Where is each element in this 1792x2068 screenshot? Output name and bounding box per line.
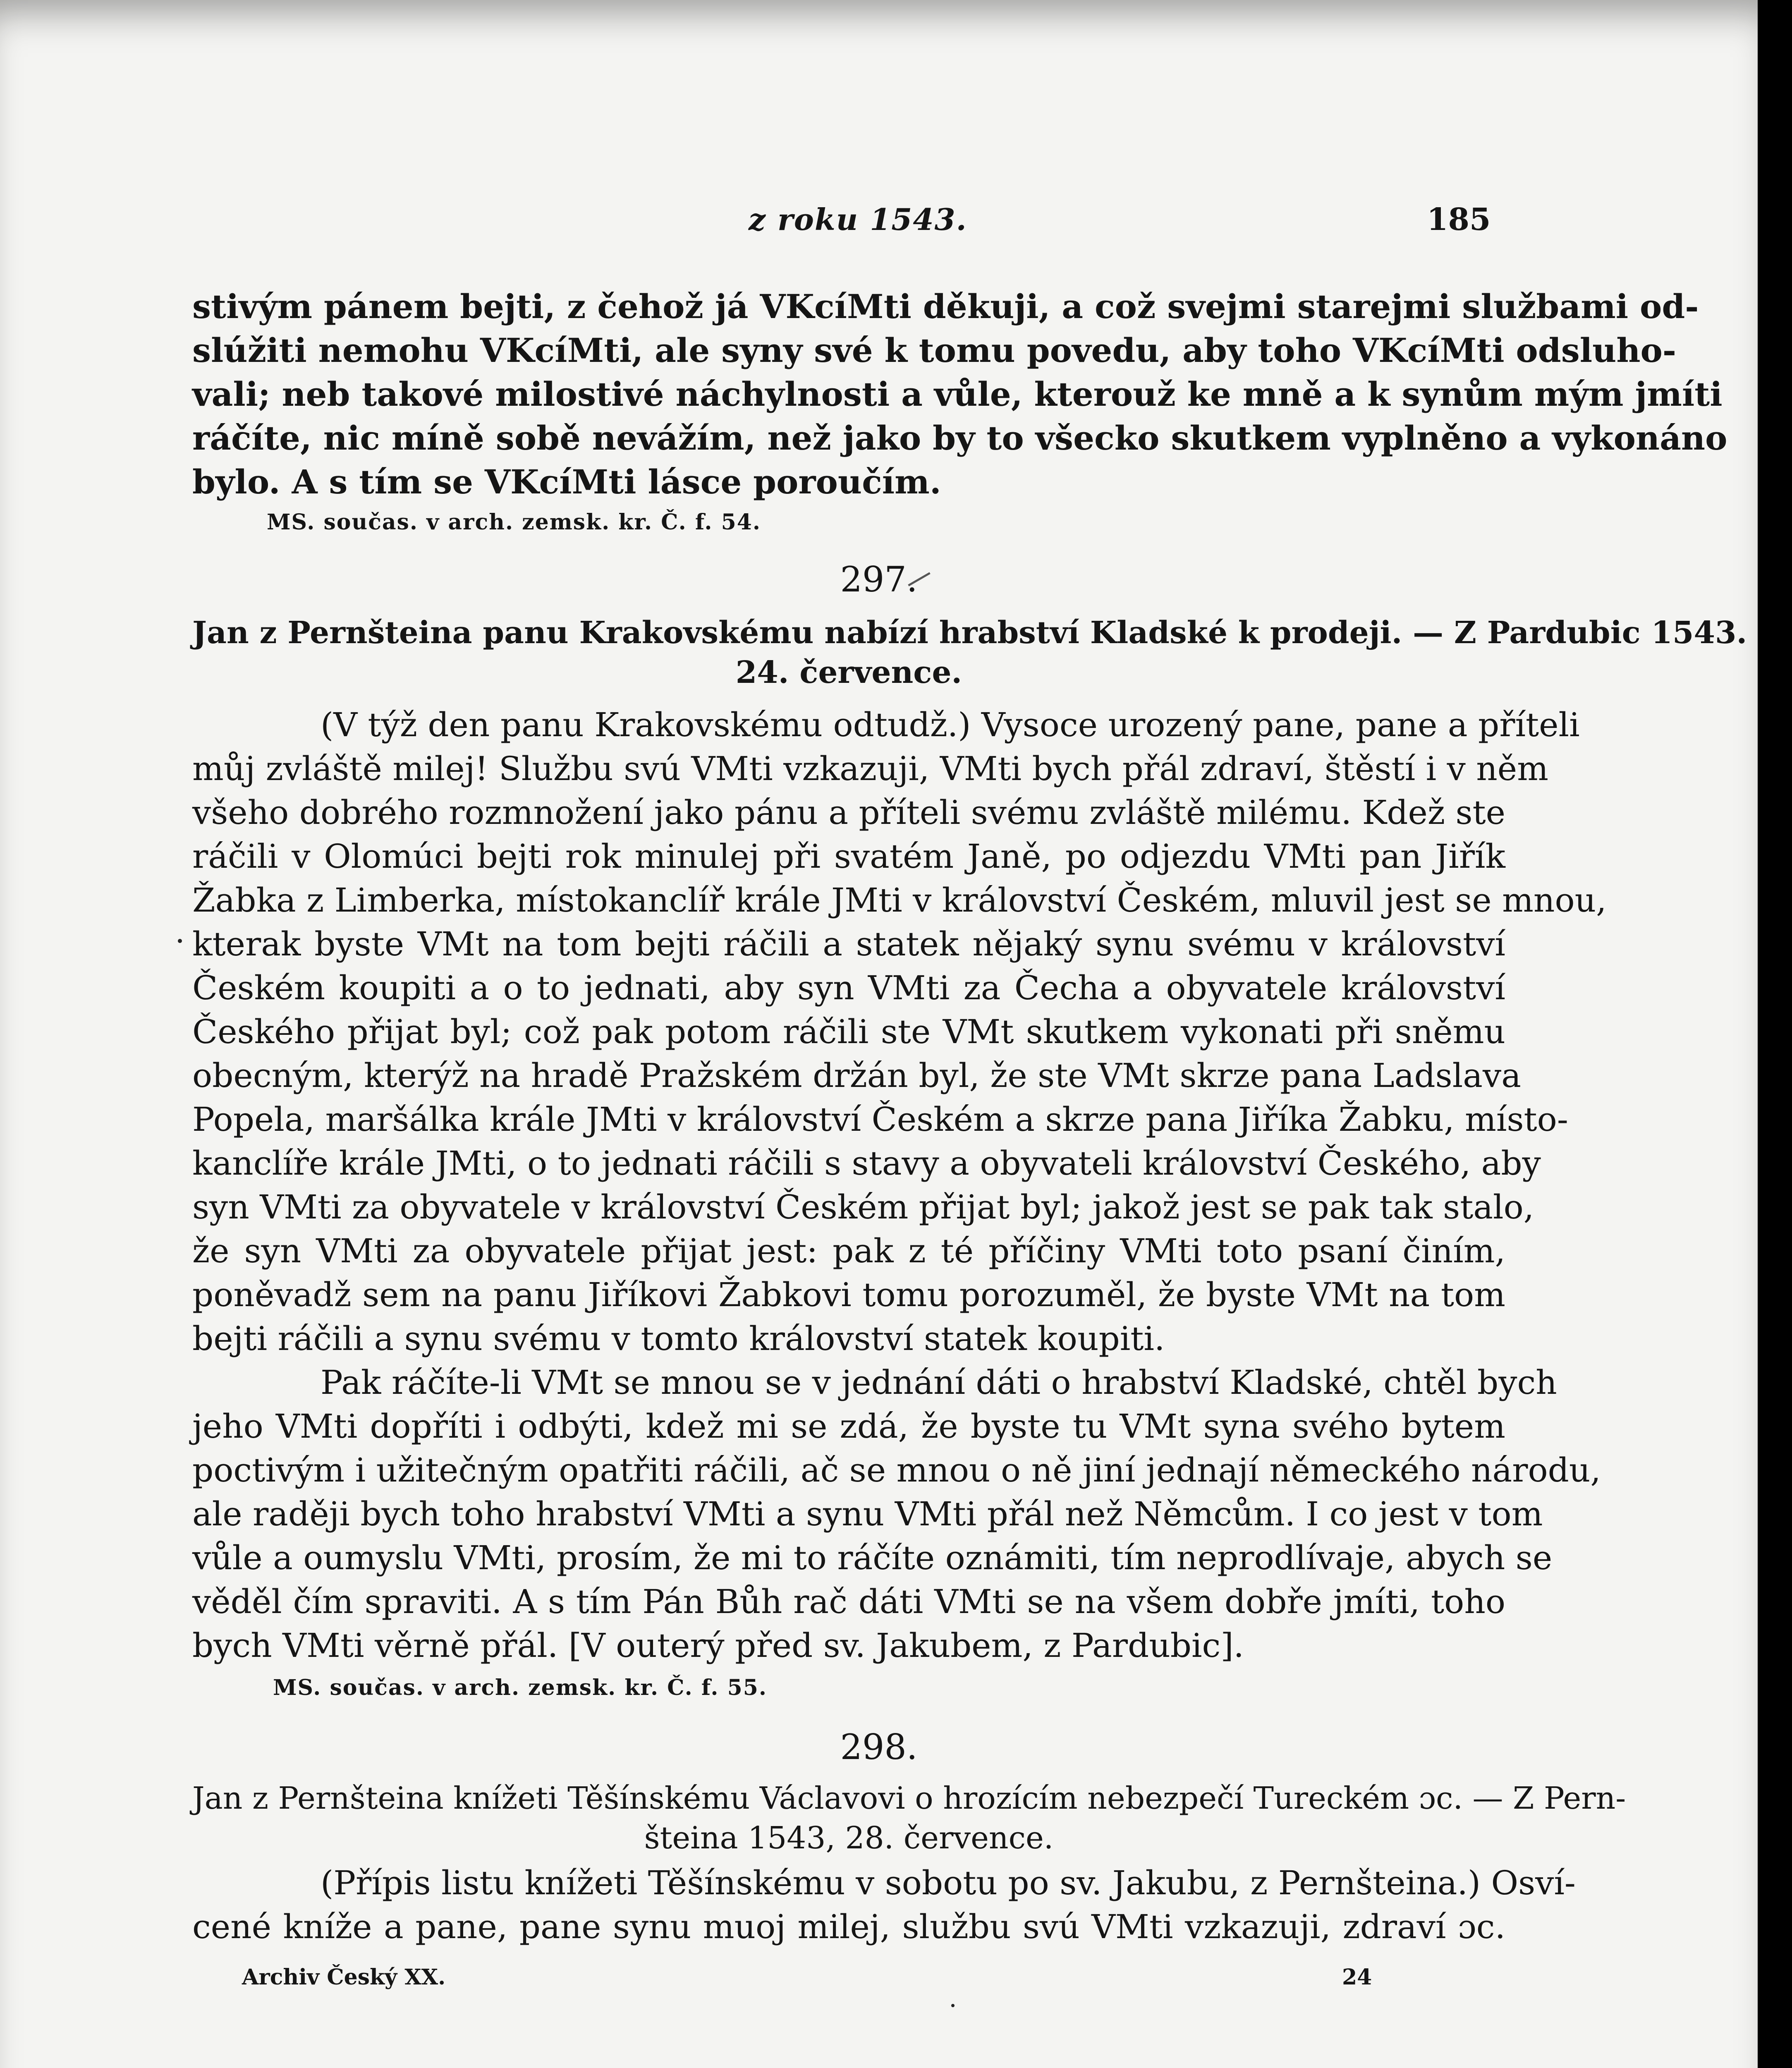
document-regest [192,1778,1626,1858]
text-line: ráčili v Olomúci bejti rok minulej při svatém Janě, po odjezdu VMti pan Jiřík [192,837,1505,876]
text-line: cené kníže a pane, pane synu muoj milej, službu svú VMti vzkazuji, zdraví ɔc. [192,1908,1505,1946]
document-number: 297. [840,559,918,600]
text-line: kterak byste VMt na tom bejti ráčili a statek nějaký synu svému v království [192,925,1505,963]
text-line: vali; neb takové milostivé náchylnosti a vůle, kterouž ke mně a k synům mým jmíti [192,375,1723,414]
text-line: všeho dobrého rozmnožení jako pánu a příteli svému zvláště milému. Kdež ste [192,793,1505,832]
text-line: věděl čím spraviti. A s tím Pán Bůh rač dáti VMti se na všem dobře jmíti, toho [192,1582,1505,1621]
paper-speck [178,939,182,943]
text-line: bych VMti věrně přál. [V outerý před sv. Jakubem, z Pardubic]. [192,1626,1244,1665]
regest-line: 24. července. [735,655,962,690]
document-number: 298. [840,1727,918,1767]
text-line: obecným, kterýž na hradě Pražském držán byl, že ste VMt skrze pana Ladslava [192,1056,1521,1095]
document-298-text [192,1861,1576,1949]
text-line: poněvadž sem na panu Jiříkovi Žabkovi tomu porozuměl, že byste VMt na tom [192,1276,1505,1314]
running-title: z roku 1543. [749,202,967,237]
text-line: slúžiti nemohu VKcíMti, ale syny své k tomu povedu, aby toho VKcíMti odsluho- [192,331,1677,370]
paper-speck [951,2004,955,2007]
text-line: (V týž den panu Krakovskému odtudž.) Vysoce urozený pane, pane a příteli [321,706,1580,744]
text-line: že syn VMti za obyvatele přijat jest: pak z té příčiny VMti toto psaní činím, [192,1232,1505,1270]
text-line: Žabka z Limberka, místokanclíř krále JMti v království Českém, mluvil jest se mnou, [192,881,1607,919]
text-line: bejti ráčili a synu svému v tomto království statek koupiti. [192,1319,1165,1358]
regest-line: Jan z Pernšteina knížeti Těšínskému Václavovi o hrozícím nebezpečí Tureckém ɔc. — Z Pern- [192,1781,1626,1816]
document-297-text [192,703,1607,1668]
manuscript-source: MS. součas. v arch. zemsk. kr. Č. f. 54. [267,510,761,535]
text-line: ale raději bych toho hrabství VMti a synu VMti přál než Němcům. I co jest v tom [192,1495,1543,1533]
text-line: poctivým i užitečným opatřiti ráčili, ač se mnou o ně jiní jednají německého národu, [192,1451,1601,1489]
text-line: vůle a oumyslu VMti, prosím, že mi to ráčíte oznámiti, tím neprodlívaje, abych se [192,1539,1553,1577]
text-line: bylo. A s tím se VKcíMti lásce poroučím. [192,462,941,501]
text-line: Pak ráčíte-li VMt se mnou se v jednání dáti o hrabství Kladské, chtěl bych [321,1363,1557,1402]
letter-296-ending [192,285,1727,504]
text-line: ráčíte, nic míně sobě nevážím, než jako by to všecko skutkem vyplněno a vykonáno [192,419,1727,457]
text-line: (Přípis listu knížeti Těšínskému v sobotu po sv. Jakubu, z Pernšteina.) Osví- [321,1864,1576,1902]
signature-number: 24 [1342,1965,1372,1990]
text-line: Českém koupiti a o to jednati, aby syn VMti za Čecha a obyvatele království [192,969,1505,1007]
text-line: stivým pánem bejti, z čehož já VKcíMti děkuji, a což svejmi starejmi službami od- [192,287,1699,326]
text-line: jeho VMti dopříti i odbýti, kdež mi se zdá, že byste tu VMt syna svého bytem [192,1407,1505,1446]
manuscript-source: MS. součas. v arch. zemsk. kr. Č. f. 55. [273,1675,768,1700]
scan-edge [1758,0,1792,2068]
text-line: kanclíře krále JMti, o to jednati ráčili s stavy a obyvateli království Českého, aby [192,1144,1541,1182]
page-footer [0,1965,1758,1998]
page-header [0,202,1758,247]
page-number: 185 [1427,202,1491,237]
regest-line: šteina 1543, 28. července. [644,1820,1054,1856]
text-line: syn VMti za obyvatele v království Českém přijat byl; jakož jest se pak tak stalo, [192,1188,1534,1226]
regest-line: Jan z Pernšteina panu Krakovskému nabízí hrabství Kladské k prodeji. — Z Pardubic 1543. [192,615,1747,651]
text-line: Českého přijat byl; což pak potom ráčili ste VMt skutkem vykonati při sněmu [192,1012,1505,1051]
text-line: Popela, maršálka krále JMti v království Českém a skrze pana Jiříka Žabku, místo- [192,1100,1568,1139]
document-regest [192,613,1747,692]
signature-mark: Archiv Český XX. [242,1965,446,1990]
text-line: můj zvláště milej! Službu svú VMti vzkazuji, VMti bych přál zdraví, štěstí i v něm [192,749,1548,788]
